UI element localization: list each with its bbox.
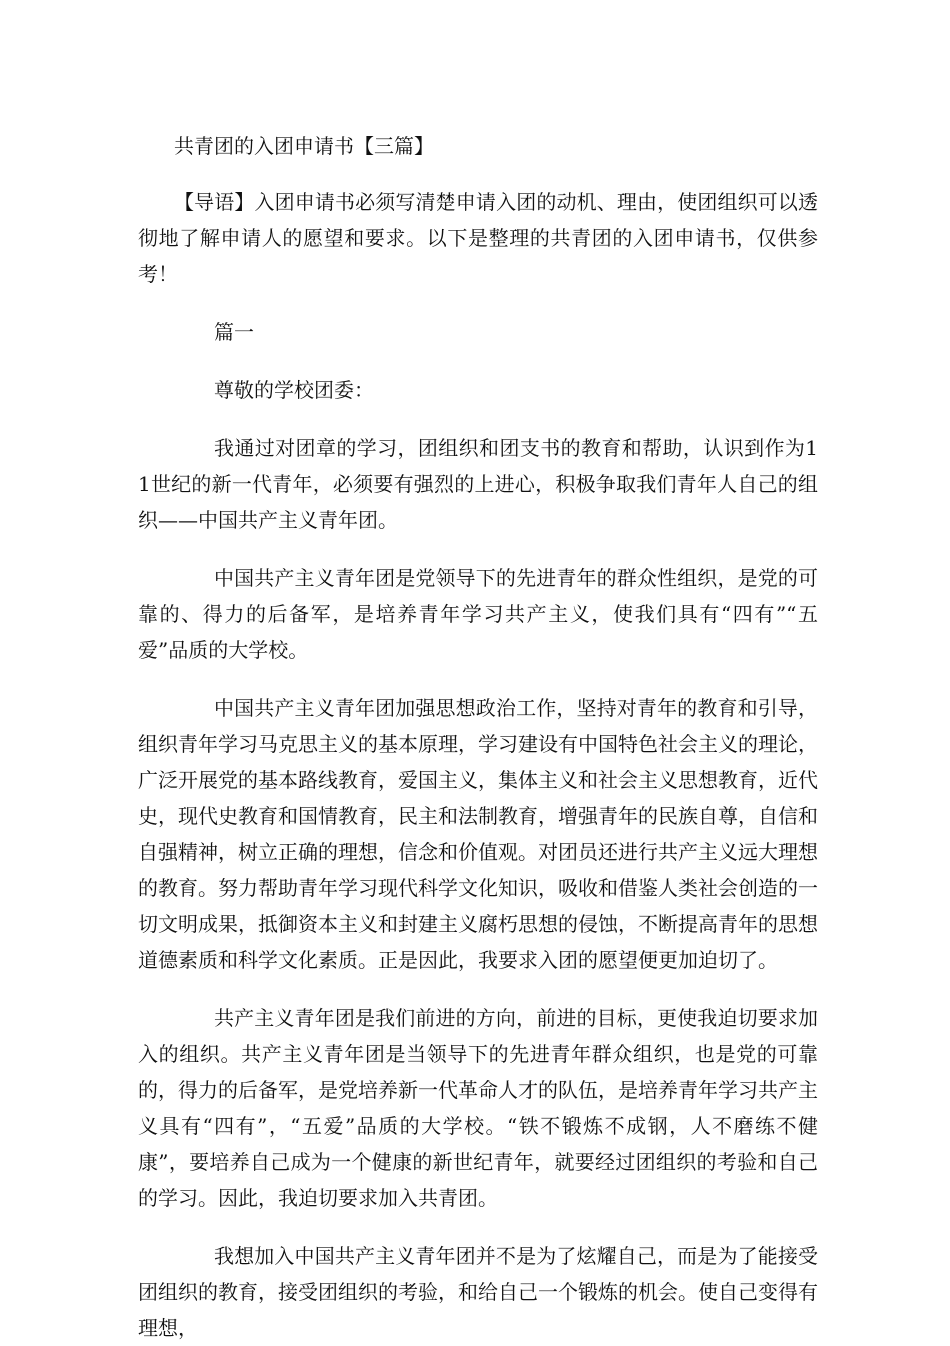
document-page <box>138 128 818 1346</box>
body-paragraph: 我想加入中国共产主义青年团并不是为了炫耀自己，而是为了能接受团组织的教育，接受团组织的考验，和给自己一个锻炼的机会。使自己变得有理想， <box>138 1244 818 1340</box>
body-paragraph: 共产主义青年团是我们前进的方向，前进的目标，更使我迫切要求加入的组织。共产主义青年团是当领导下的先进青年群众组织，也是党的可靠的，得力的后备军，是党培养新一代革命人才的队伍，是培养青年学习共产主义具有“四有”，“五爱”品质的大学校。“铁不锻炼不成钢，人不磨练不健康”，要培养自己成为一个健康的新世纪青年，就要经过团组织的考验和自己的学习。因此，我迫切要求加入共青团。 <box>138 1006 818 1210</box>
body-paragraph: 我通过对团章的学习，团组织和团支书的教育和帮助，认识到作为11世纪的新一代青年，必须要有强烈的上进心，积极争取我们青年人自己的组织——中国共产主义青年团。 <box>138 436 818 532</box>
document-title: 共青团的入团申请书【三篇】 <box>174 134 434 158</box>
salutation: 尊敬的学校团委： <box>214 378 374 402</box>
body-paragraph: 中国共产主义青年团是党领导下的先进青年的群众性组织，是党的可靠的、得力的后备军，是培养青年学习共产主义，使我们具有“四有”“五爱”品质的大学校。 <box>138 566 818 662</box>
section-heading: 篇一 <box>214 320 254 344</box>
body-paragraph: 中国共产主义青年团加强思想政治工作，坚持对青年的教育和引导，组织青年学习马克思主义的基本原理，学习建设有中国特色社会主义的理论，广泛开展党的基本路线教育，爱国主义，集体主义和社会主义思想教育，近代史，现代史教育和国情教育，民主和法制教育，增强青年的民族自尊，自信和自强精神，树立正确的理想，信念和价值观。对团员还进行共产主义远大理想的教育。努力帮助青年学习现代科学文化知识，吸收和借鉴人类社会创造的一切文明成果，抵御资本主义和封建主义腐朽思想的侵蚀，不断提高青年的思想道德素质和科学文化素质。正是因此，我要求入团的愿望便更加迫切了。 <box>138 696 818 972</box>
intro-paragraph: 【导语】入团申请书必须写清楚申请入团的动机、理由，使团组织可以透彻地了解申请人的愿望和要求。以下是整理的共青团的入团申请书，仅供参考！ <box>138 190 818 286</box>
